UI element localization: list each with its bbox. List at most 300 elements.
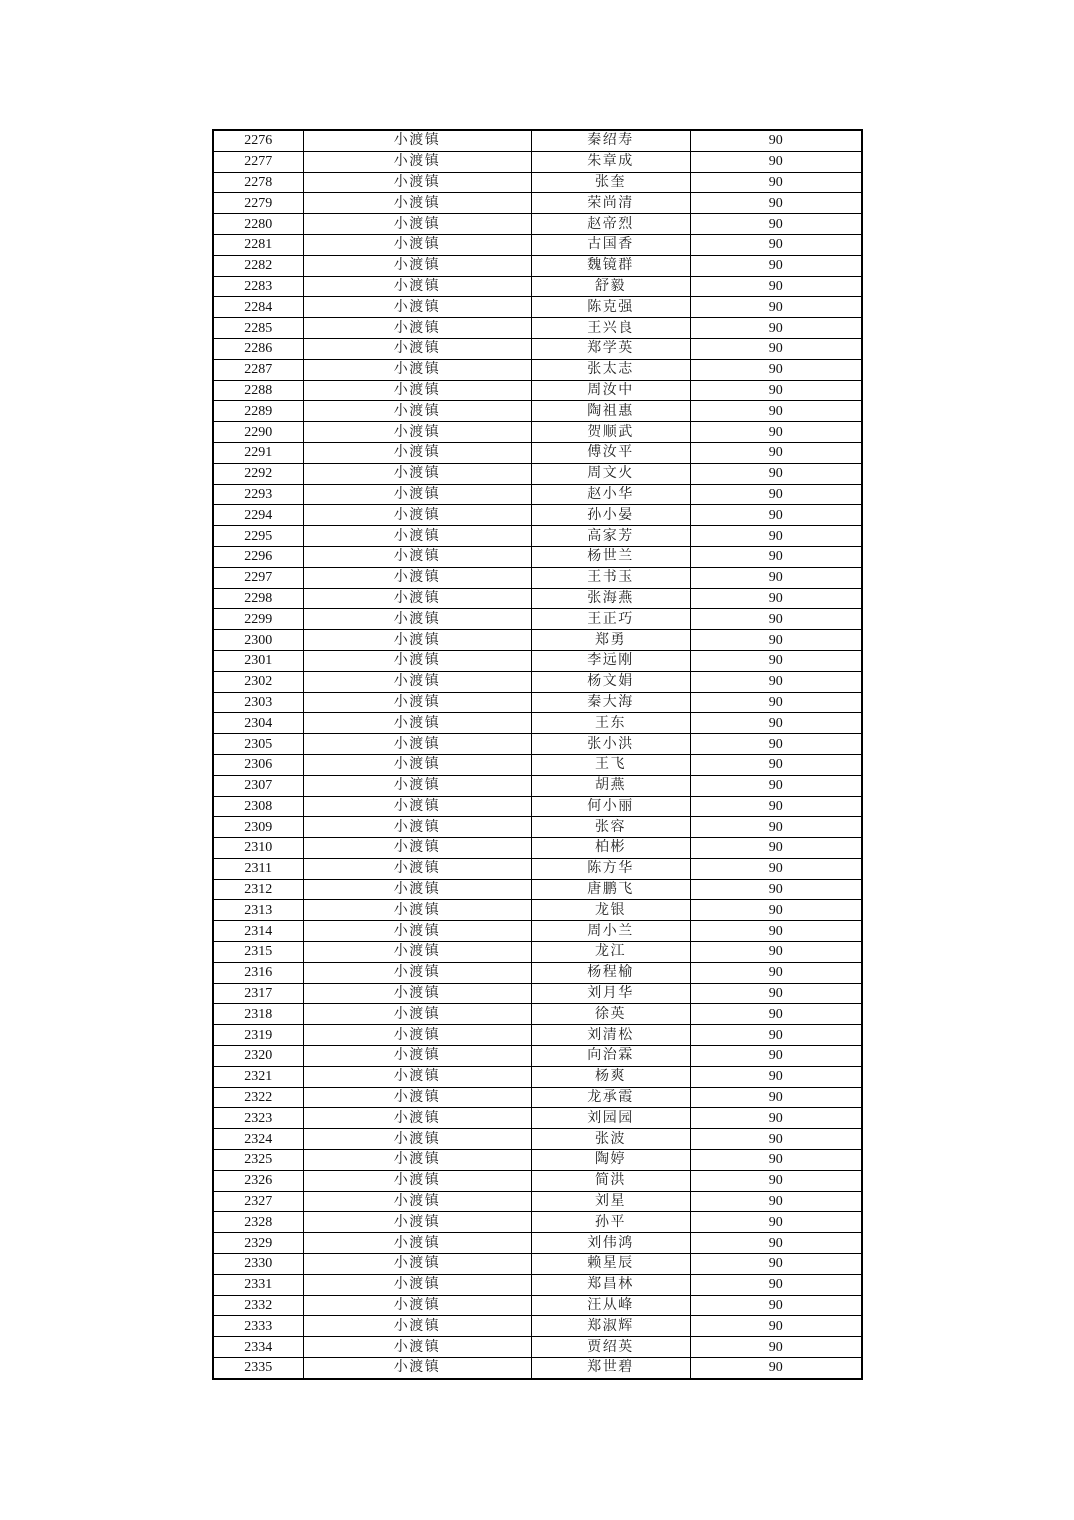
serial-number-cell: 2299 (213, 609, 303, 630)
town-cell: 小渡镇 (303, 380, 531, 401)
serial-number-cell: 2320 (213, 1046, 303, 1067)
table-row (213, 588, 862, 609)
score-cell: 90 (690, 193, 862, 214)
town-cell: 小渡镇 (303, 796, 531, 817)
town-cell: 小渡镇 (303, 526, 531, 547)
score-cell: 90 (690, 214, 862, 235)
person-name-cell: 赖星辰 (531, 1254, 690, 1275)
serial-number-cell: 2301 (213, 650, 303, 671)
person-name-cell: 孙小晏 (531, 505, 690, 526)
score-cell: 90 (690, 1191, 862, 1212)
score-cell: 90 (690, 151, 862, 172)
town-cell: 小渡镇 (303, 1254, 531, 1275)
town-cell: 小渡镇 (303, 1358, 531, 1379)
town-cell: 小渡镇 (303, 1316, 531, 1337)
score-cell: 90 (690, 1046, 862, 1067)
score-cell: 90 (690, 983, 862, 1004)
serial-number-cell: 2288 (213, 380, 303, 401)
score-cell: 90 (690, 1150, 862, 1171)
town-cell: 小渡镇 (303, 1170, 531, 1191)
town-cell: 小渡镇 (303, 858, 531, 879)
score-cell: 90 (690, 692, 862, 713)
town-cell: 小渡镇 (303, 775, 531, 796)
person-name-cell: 徐英 (531, 1004, 690, 1025)
score-cell: 90 (690, 401, 862, 422)
score-cell: 90 (690, 1212, 862, 1233)
serial-number-cell: 2282 (213, 255, 303, 276)
table-row (213, 838, 862, 859)
serial-number-cell: 2331 (213, 1274, 303, 1295)
serial-number-cell: 2300 (213, 630, 303, 651)
town-cell: 小渡镇 (303, 817, 531, 838)
serial-number-cell: 2294 (213, 505, 303, 526)
score-cell: 90 (690, 609, 862, 630)
table-row (213, 650, 862, 671)
table-row (213, 1254, 862, 1275)
person-name-cell: 朱章成 (531, 151, 690, 172)
score-cell: 90 (690, 671, 862, 692)
table-row (213, 942, 862, 963)
serial-number-cell: 2330 (213, 1254, 303, 1275)
serial-number-cell: 2276 (213, 130, 303, 151)
person-name-cell: 秦绍寿 (531, 130, 690, 151)
serial-number-cell: 2324 (213, 1129, 303, 1150)
town-cell: 小渡镇 (303, 130, 531, 151)
serial-number-cell: 2283 (213, 276, 303, 297)
town-cell: 小渡镇 (303, 1191, 531, 1212)
score-cell: 90 (690, 1295, 862, 1316)
table-row (213, 484, 862, 505)
town-cell: 小渡镇 (303, 1274, 531, 1295)
score-cell: 90 (690, 1274, 862, 1295)
person-name-cell: 郑淑辉 (531, 1316, 690, 1337)
town-cell: 小渡镇 (303, 692, 531, 713)
table-row (213, 505, 862, 526)
table-row (213, 734, 862, 755)
table-row (213, 1150, 862, 1171)
score-cell: 90 (690, 463, 862, 484)
table-row (213, 796, 862, 817)
score-cell: 90 (690, 567, 862, 588)
town-cell: 小渡镇 (303, 630, 531, 651)
town-cell: 小渡镇 (303, 671, 531, 692)
table-row (213, 338, 862, 359)
table-row (213, 422, 862, 443)
person-name-cell: 张波 (531, 1129, 690, 1150)
person-name-cell: 刘月华 (531, 983, 690, 1004)
score-cell: 90 (690, 1254, 862, 1275)
serial-number-cell: 2290 (213, 422, 303, 443)
serial-number-cell: 2325 (213, 1150, 303, 1171)
serial-number-cell: 2332 (213, 1295, 303, 1316)
town-cell: 小渡镇 (303, 1337, 531, 1358)
score-cell: 90 (690, 1337, 862, 1358)
table-row (213, 609, 862, 630)
score-cell: 90 (690, 1066, 862, 1087)
town-cell: 小渡镇 (303, 1295, 531, 1316)
town-cell: 小渡镇 (303, 1025, 531, 1046)
person-name-cell: 郑昌林 (531, 1274, 690, 1295)
person-name-cell: 高家芳 (531, 526, 690, 547)
table-row (213, 1274, 862, 1295)
serial-number-cell: 2326 (213, 1170, 303, 1191)
town-cell: 小渡镇 (303, 318, 531, 339)
score-cell: 90 (690, 962, 862, 983)
table-row (213, 817, 862, 838)
person-name-cell: 王正巧 (531, 609, 690, 630)
person-name-cell: 张海燕 (531, 588, 690, 609)
town-cell: 小渡镇 (303, 900, 531, 921)
table-row (213, 1316, 862, 1337)
person-name-cell: 傅汝平 (531, 442, 690, 463)
person-name-cell: 柏彬 (531, 838, 690, 859)
table-row (213, 1108, 862, 1129)
town-cell: 小渡镇 (303, 297, 531, 318)
table-row (213, 879, 862, 900)
serial-number-cell: 2279 (213, 193, 303, 214)
serial-number-cell: 2328 (213, 1212, 303, 1233)
serial-number-cell: 2304 (213, 713, 303, 734)
town-cell: 小渡镇 (303, 1129, 531, 1150)
table-row (213, 921, 862, 942)
score-cell: 90 (690, 1025, 862, 1046)
person-name-cell: 王书玉 (531, 567, 690, 588)
table-row (213, 1025, 862, 1046)
person-name-cell: 陶祖惠 (531, 401, 690, 422)
person-name-cell: 郑世碧 (531, 1358, 690, 1379)
person-name-cell: 胡燕 (531, 775, 690, 796)
town-cell: 小渡镇 (303, 754, 531, 775)
person-name-cell: 贾绍英 (531, 1337, 690, 1358)
serial-number-cell: 2309 (213, 817, 303, 838)
person-name-cell: 郑学英 (531, 338, 690, 359)
person-name-cell: 向治霖 (531, 1046, 690, 1067)
table-row (213, 900, 862, 921)
score-cell: 90 (690, 942, 862, 963)
town-cell: 小渡镇 (303, 422, 531, 443)
person-name-cell: 荣尚清 (531, 193, 690, 214)
table-row (213, 1233, 862, 1254)
score-cell: 90 (690, 318, 862, 339)
serial-number-cell: 2292 (213, 463, 303, 484)
person-name-cell: 张太志 (531, 359, 690, 380)
town-cell: 小渡镇 (303, 1150, 531, 1171)
score-cell: 90 (690, 1087, 862, 1108)
person-name-cell: 刘伟鸿 (531, 1233, 690, 1254)
person-name-cell: 古国香 (531, 234, 690, 255)
score-cell: 90 (690, 526, 862, 547)
town-cell: 小渡镇 (303, 567, 531, 588)
serial-number-cell: 2291 (213, 442, 303, 463)
serial-number-cell: 2315 (213, 942, 303, 963)
table-row (213, 401, 862, 422)
person-name-cell: 秦大海 (531, 692, 690, 713)
table-row (213, 1129, 862, 1150)
person-name-cell: 郑勇 (531, 630, 690, 651)
serial-number-cell: 2333 (213, 1316, 303, 1337)
town-cell: 小渡镇 (303, 276, 531, 297)
person-name-cell: 张容 (531, 817, 690, 838)
serial-number-cell: 2334 (213, 1337, 303, 1358)
town-cell: 小渡镇 (303, 172, 531, 193)
serial-number-cell: 2298 (213, 588, 303, 609)
table-row (213, 359, 862, 380)
roster-table (212, 129, 863, 1380)
score-cell: 90 (690, 817, 862, 838)
serial-number-cell: 2318 (213, 1004, 303, 1025)
person-name-cell: 杨程榆 (531, 962, 690, 983)
table-row (213, 713, 862, 734)
table-row (213, 172, 862, 193)
score-cell: 90 (690, 1316, 862, 1337)
score-cell: 90 (690, 1358, 862, 1379)
town-cell: 小渡镇 (303, 1087, 531, 1108)
person-name-cell: 周文火 (531, 463, 690, 484)
person-name-cell: 龙银 (531, 900, 690, 921)
serial-number-cell: 2278 (213, 172, 303, 193)
score-cell: 90 (690, 1129, 862, 1150)
person-name-cell: 张奎 (531, 172, 690, 193)
score-cell: 90 (690, 921, 862, 942)
score-cell: 90 (690, 546, 862, 567)
score-cell: 90 (690, 588, 862, 609)
table-row (213, 1066, 862, 1087)
person-name-cell: 简洪 (531, 1170, 690, 1191)
score-cell: 90 (690, 422, 862, 443)
serial-number-cell: 2293 (213, 484, 303, 505)
person-name-cell: 舒毅 (531, 276, 690, 297)
table-row (213, 671, 862, 692)
town-cell: 小渡镇 (303, 255, 531, 276)
town-cell: 小渡镇 (303, 983, 531, 1004)
serial-number-cell: 2305 (213, 734, 303, 755)
person-name-cell: 刘园园 (531, 1108, 690, 1129)
score-cell: 90 (690, 505, 862, 526)
score-cell: 90 (690, 276, 862, 297)
person-name-cell: 杨世兰 (531, 546, 690, 567)
town-cell: 小渡镇 (303, 193, 531, 214)
serial-number-cell: 2281 (213, 234, 303, 255)
person-name-cell: 刘清松 (531, 1025, 690, 1046)
table-row (213, 1212, 862, 1233)
person-name-cell: 刘星 (531, 1191, 690, 1212)
table-row (213, 1046, 862, 1067)
serial-number-cell: 2295 (213, 526, 303, 547)
table-row (213, 214, 862, 235)
table-row (213, 1087, 862, 1108)
town-cell: 小渡镇 (303, 734, 531, 755)
table-row (213, 297, 862, 318)
serial-number-cell: 2286 (213, 338, 303, 359)
table-row (213, 463, 862, 484)
table-row (213, 546, 862, 567)
score-cell: 90 (690, 338, 862, 359)
person-name-cell: 周汝中 (531, 380, 690, 401)
score-cell: 90 (690, 713, 862, 734)
town-cell: 小渡镇 (303, 588, 531, 609)
table-row (213, 526, 862, 547)
table-row (213, 1337, 862, 1358)
town-cell: 小渡镇 (303, 442, 531, 463)
serial-number-cell: 2306 (213, 754, 303, 775)
score-cell: 90 (690, 484, 862, 505)
table-row (213, 1358, 862, 1379)
score-cell: 90 (690, 380, 862, 401)
town-cell: 小渡镇 (303, 713, 531, 734)
table-row (213, 692, 862, 713)
table-row (213, 1191, 862, 1212)
score-cell: 90 (690, 442, 862, 463)
person-name-cell: 王东 (531, 713, 690, 734)
serial-number-cell: 2319 (213, 1025, 303, 1046)
town-cell: 小渡镇 (303, 151, 531, 172)
serial-number-cell: 2335 (213, 1358, 303, 1379)
table-row (213, 858, 862, 879)
town-cell: 小渡镇 (303, 838, 531, 859)
serial-number-cell: 2307 (213, 775, 303, 796)
table-row (213, 442, 862, 463)
person-name-cell: 杨爽 (531, 1066, 690, 1087)
serial-number-cell: 2308 (213, 796, 303, 817)
serial-number-cell: 2317 (213, 983, 303, 1004)
table-row (213, 234, 862, 255)
table-row (213, 151, 862, 172)
town-cell: 小渡镇 (303, 962, 531, 983)
town-cell: 小渡镇 (303, 1233, 531, 1254)
town-cell: 小渡镇 (303, 1046, 531, 1067)
person-name-cell: 杨文娟 (531, 671, 690, 692)
score-cell: 90 (690, 359, 862, 380)
person-name-cell: 唐鹏飞 (531, 879, 690, 900)
person-name-cell: 周小兰 (531, 921, 690, 942)
table-row (213, 1295, 862, 1316)
table-row (213, 754, 862, 775)
score-cell: 90 (690, 650, 862, 671)
score-cell: 90 (690, 900, 862, 921)
serial-number-cell: 2316 (213, 962, 303, 983)
town-cell: 小渡镇 (303, 1212, 531, 1233)
town-cell: 小渡镇 (303, 401, 531, 422)
town-cell: 小渡镇 (303, 1066, 531, 1087)
serial-number-cell: 2322 (213, 1087, 303, 1108)
table-row (213, 380, 862, 401)
serial-number-cell: 2285 (213, 318, 303, 339)
serial-number-cell: 2296 (213, 546, 303, 567)
score-cell: 90 (690, 630, 862, 651)
town-cell: 小渡镇 (303, 234, 531, 255)
score-cell: 90 (690, 1004, 862, 1025)
serial-number-cell: 2280 (213, 214, 303, 235)
town-cell: 小渡镇 (303, 921, 531, 942)
table-row (213, 255, 862, 276)
score-cell: 90 (690, 838, 862, 859)
person-name-cell: 贺顺武 (531, 422, 690, 443)
person-name-cell: 赵帝烈 (531, 214, 690, 235)
person-name-cell: 陈方华 (531, 858, 690, 879)
serial-number-cell: 2277 (213, 151, 303, 172)
score-cell: 90 (690, 172, 862, 193)
score-cell: 90 (690, 754, 862, 775)
table-row (213, 567, 862, 588)
town-cell: 小渡镇 (303, 942, 531, 963)
town-cell: 小渡镇 (303, 484, 531, 505)
person-name-cell: 陶婷 (531, 1150, 690, 1171)
serial-number-cell: 2297 (213, 567, 303, 588)
serial-number-cell: 2312 (213, 879, 303, 900)
serial-number-cell: 2310 (213, 838, 303, 859)
score-cell: 90 (690, 775, 862, 796)
score-cell: 90 (690, 879, 862, 900)
serial-number-cell: 2329 (213, 1233, 303, 1254)
person-name-cell: 汪从峰 (531, 1295, 690, 1316)
serial-number-cell: 2313 (213, 900, 303, 921)
score-cell: 90 (690, 1170, 862, 1191)
serial-number-cell: 2289 (213, 401, 303, 422)
person-name-cell: 孙平 (531, 1212, 690, 1233)
table-row (213, 630, 862, 651)
table-row (213, 962, 862, 983)
town-cell: 小渡镇 (303, 650, 531, 671)
person-name-cell: 张小洪 (531, 734, 690, 755)
score-cell: 90 (690, 130, 862, 151)
score-cell: 90 (690, 297, 862, 318)
person-name-cell: 何小丽 (531, 796, 690, 817)
serial-number-cell: 2321 (213, 1066, 303, 1087)
town-cell: 小渡镇 (303, 463, 531, 484)
person-name-cell: 王飞 (531, 754, 690, 775)
serial-number-cell: 2314 (213, 921, 303, 942)
table-row (213, 130, 862, 151)
roster-table-body (213, 130, 862, 1379)
town-cell: 小渡镇 (303, 879, 531, 900)
table-row (213, 318, 862, 339)
table-row (213, 775, 862, 796)
score-cell: 90 (690, 796, 862, 817)
person-name-cell: 龙承霞 (531, 1087, 690, 1108)
person-name-cell: 龙江 (531, 942, 690, 963)
person-name-cell: 陈克强 (531, 297, 690, 318)
serial-number-cell: 2311 (213, 858, 303, 879)
serial-number-cell: 2323 (213, 1108, 303, 1129)
town-cell: 小渡镇 (303, 359, 531, 380)
serial-number-cell: 2287 (213, 359, 303, 380)
score-cell: 90 (690, 858, 862, 879)
town-cell: 小渡镇 (303, 214, 531, 235)
serial-number-cell: 2302 (213, 671, 303, 692)
score-cell: 90 (690, 234, 862, 255)
person-name-cell: 李远刚 (531, 650, 690, 671)
person-name-cell: 王兴良 (531, 318, 690, 339)
table-row (213, 1170, 862, 1191)
serial-number-cell: 2284 (213, 297, 303, 318)
town-cell: 小渡镇 (303, 546, 531, 567)
score-cell: 90 (690, 1108, 862, 1129)
town-cell: 小渡镇 (303, 505, 531, 526)
person-name-cell: 赵小华 (531, 484, 690, 505)
serial-number-cell: 2303 (213, 692, 303, 713)
table-row (213, 193, 862, 214)
town-cell: 小渡镇 (303, 609, 531, 630)
score-cell: 90 (690, 734, 862, 755)
table-row (213, 1004, 862, 1025)
town-cell: 小渡镇 (303, 1004, 531, 1025)
town-cell: 小渡镇 (303, 338, 531, 359)
person-name-cell: 魏镜群 (531, 255, 690, 276)
score-cell: 90 (690, 1233, 862, 1254)
town-cell: 小渡镇 (303, 1108, 531, 1129)
serial-number-cell: 2327 (213, 1191, 303, 1212)
table-row (213, 983, 862, 1004)
